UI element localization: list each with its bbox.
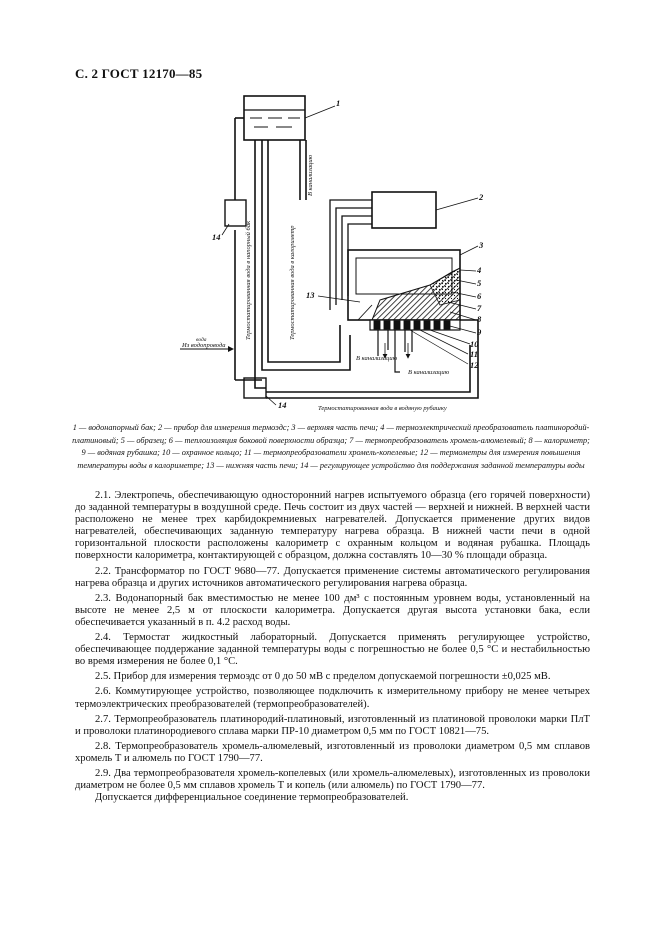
- callout-6: 6: [477, 291, 482, 301]
- label-from-water-supply: Из водопровода: [182, 342, 226, 349]
- callout-14-lower: 14: [278, 400, 287, 410]
- callout-14-upper: 14: [212, 232, 221, 242]
- water-tank: [244, 96, 335, 140]
- callout-5: 5: [477, 278, 482, 288]
- callout-7: 7: [477, 303, 482, 313]
- callout-10: 10: [470, 339, 479, 349]
- label-to-drain-right: В канализацию: [408, 369, 450, 376]
- callout-4: 4: [477, 265, 482, 275]
- callout-11: 11: [470, 349, 479, 359]
- label-water-word: вода: [196, 337, 207, 343]
- callout-3: 3: [479, 240, 484, 250]
- label-thermostat-to-calorimeter: Термостатированная вода в калориметр: [289, 225, 296, 340]
- paragraph-2-2: 2.2. Трансформатор по ГОСТ 9680—77. Допускается применение системы автоматического регулирования нагрева образца и других источников автоматического регулирования нагрева образца.: [75, 565, 590, 589]
- paragraph-2-6: 2.6. Коммутирующее устройство, позволяющее подключить к измерительному прибору не менее четырех термоэлектрических преобразователей (термопреобразователей).: [75, 686, 590, 710]
- callout-9: 9: [477, 327, 482, 337]
- callout-13: 13: [306, 290, 315, 300]
- callout-8: 8: [477, 314, 482, 324]
- paragraph-2-9: 2.9. Два термопреобразователя хромель-копелевых (или хромель-алюмелевых), изготовленных из проволоки диаметром не более 0,5 мм сплавов хромель Т и копель (или алюмель) по ГОСТ 1790—77.: [75, 767, 590, 792]
- regulator-upper: [225, 200, 246, 226]
- paragraph-2-8: 2.8. Термопреобразователь хромель-алюмелевый, изготовленный из проволоки диаметром 0,5 мм сплавов хромель Т и алюмель по ГОСТ 1790—77.: [75, 740, 590, 764]
- paragraph-2-3: 2.3. Водонапорный бак вместимостью не менее 100 дм³ с постоянным уровнем воды, установленный на высоте не менее 2,5 м от плоскости калориметра. Допускается другая высота установки бака, если обеспечивается указанный в п. 4.2 расход воды.: [75, 592, 590, 628]
- paragraph-2-7: 2.7. Термопреобразователь платинородий-платиновый, изготовленный из платиновой проволоки марки ПлТ и проволоки платинородиевого сплава марки ПР-10 диаметром 0,5 мм по ГОСТ 10821—75.: [75, 713, 590, 737]
- figure-caption: 1 — водонапорный бак; 2 — прибор для измерения термоэдс; 3 — верхняя часть печи; 4 — термоэлектрический преобразователь платинородий-платиновый; 5 — образец; 6 — теплоизоляция боковой поверхности образца; 7 — термопреобразователь хромель-алюмелевый; 8 — калориметр; 9 — водяная рубашка; 10 — охранное кольцо; 11 — термопреобразователи хромель-копелевые; 12 — термометры для измерения повышения температуры воды в калориметре; 13 — нижняя часть печи; 14 — регулирующее устройство для поддержания заданной температуры воды: [72, 423, 590, 470]
- body-text: [75, 490, 590, 804]
- callout-12: 12: [470, 360, 479, 370]
- label-to-drain-bottom: В канализацию: [356, 355, 398, 362]
- callout-2: 2: [479, 192, 484, 202]
- label-thermostat-to-tank: Термостатированная вода в напорный бак: [245, 220, 252, 340]
- paragraph-2-4: 2.4. Термостат жидкостный лабораторный. Допускается применять регулирующее устройство, обеспечивающее поддержание заданной температуры воды с погрешностью не более 0,5 °С и нестабильностью во время измерения не более 0,1 °С.: [75, 632, 590, 668]
- paragraph-2-5: 2.5. Прибор для измерения термоэдс от 0 до 50 мВ с пределом допускаемой погрешности ±0,025 мВ.: [95, 671, 551, 683]
- apparatus-diagram: [0, 0, 661, 430]
- label-thermostat-to-jacket: Термостатированная вода в водяную рубашку: [318, 405, 447, 412]
- callout-1: 1: [336, 98, 341, 108]
- paragraph-note: Допускается дифференциальное соединение термопреобразователей.: [95, 792, 409, 804]
- page-header: С. 2 ГОСТ 12170—85: [75, 66, 203, 81]
- paragraph-2-1: 2.1. Электропечь, обеспечивающую односторонний нагрев испытуемого образца (его горячей поверхности) до заданной температуры в воздушной среде. Печь состоит из двух частей — верхней и нижней. В верхней части расположено не менее трех карбидокремниевых нагревателей. Допускается применение других видов нагревателей, обеспечивающих заданную температуру нагрева образца. В нижней части печи в одной горизонтальной плоскости расположены калориметр с охранным кольцом и водяная рубашка. Площадь поверхности калориметра, контактирующей с образцом, должна составлять 10—30 % площади образца.: [75, 490, 590, 562]
- label-to-drain-top: В канализацию: [307, 154, 314, 196]
